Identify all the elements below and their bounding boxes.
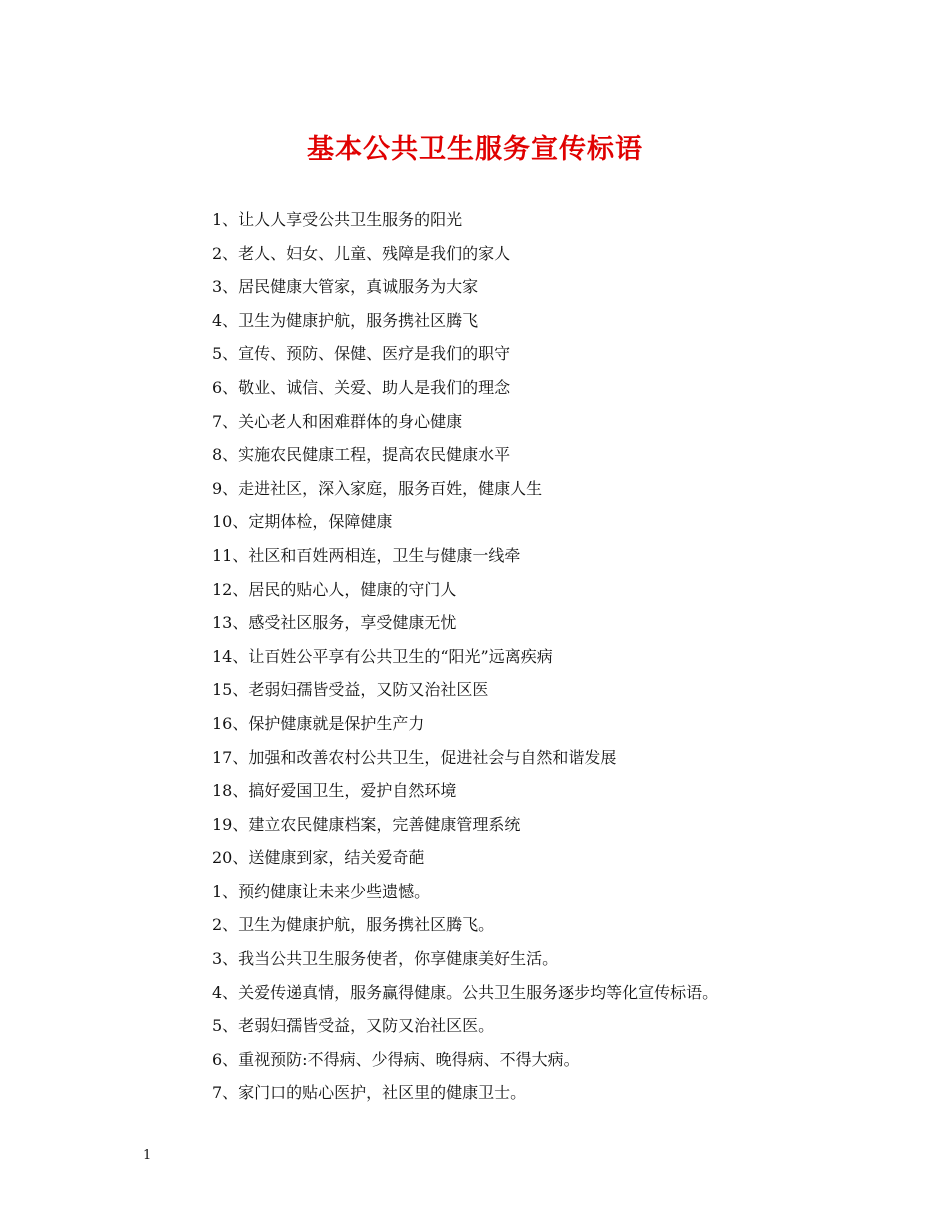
slogan-item: 19、建立农民健康档案，完善健康管理系统	[212, 814, 521, 834]
slogan-item: 5、老弱妇孺皆受益，又防又治社区医。	[212, 1016, 495, 1036]
slogan-list	[212, 203, 912, 1110]
slogan-item: 5、宣传、预防、保健、医疗是我们的职守	[212, 344, 511, 364]
slogan-item: 14、让百姓公平享有公共卫生的“阳光”远离疾病	[212, 646, 553, 666]
slogan-item: 2、老人、妇女、儿童、残障是我们的家人	[212, 243, 511, 263]
slogan-item: 12、居民的贴心人，健康的守门人	[212, 579, 457, 599]
slogan-item: 9、走进社区，深入家庭，服务百姓，健康人生	[212, 478, 543, 498]
slogan-item: 18、搞好爱国卫生，爱护自然环境	[212, 781, 457, 801]
slogan-item: 20、送健康到家，结关爱奇葩	[212, 848, 425, 868]
slogan-item: 6、敬业、诚信、关爱、助人是我们的理念	[212, 377, 511, 397]
slogan-item: 6、重视预防:不得病、少得病、晚得病、不得大病。	[212, 1049, 580, 1069]
slogan-item: 1、预约健康让未来少些遗憾。	[212, 881, 431, 901]
slogan-item: 16、保护健康就是保护生产力	[212, 713, 425, 733]
slogan-item: 4、关爱传递真情，服务赢得健康。公共卫生服务逐步均等化宣传标语。	[212, 982, 719, 1002]
slogan-item: 17、加强和改善农村公共卫生，促进社会与自然和谐发展	[212, 747, 617, 767]
slogan-item: 4、卫生为健康护航，服务携社区腾飞	[212, 310, 479, 330]
slogan-item: 8、实施农民健康工程，提高农民健康水平	[212, 445, 511, 465]
slogan-item: 7、家门口的贴心医护，社区里的健康卫士。	[212, 1083, 527, 1103]
slogan-item: 15、老弱妇孺皆受益，又防又治社区医	[212, 680, 489, 700]
slogan-item: 1、让人人享受公共卫生服务的阳光	[212, 210, 463, 229]
slogan-item: 11、社区和百姓两相连，卫生与健康一线牵	[212, 545, 521, 565]
slogan-item: 3、居民健康大管家，真诚服务为大家	[212, 277, 479, 297]
slogan-item: 2、卫生为健康护航，服务携社区腾飞。	[212, 915, 495, 935]
slogan-item: 3、我当公共卫生服务使者，你享健康美好生活。	[212, 949, 559, 969]
slogan-item: 13、感受社区服务，享受健康无忧	[212, 613, 457, 633]
slogan-item: 10、定期体检，保障健康	[212, 512, 393, 532]
page-number: 1	[143, 1148, 152, 1163]
slogan-item: 7、关心老人和困难群体的身心健康	[212, 411, 463, 431]
page-title: 基本公共卫生服务宣传标语	[307, 134, 643, 165]
